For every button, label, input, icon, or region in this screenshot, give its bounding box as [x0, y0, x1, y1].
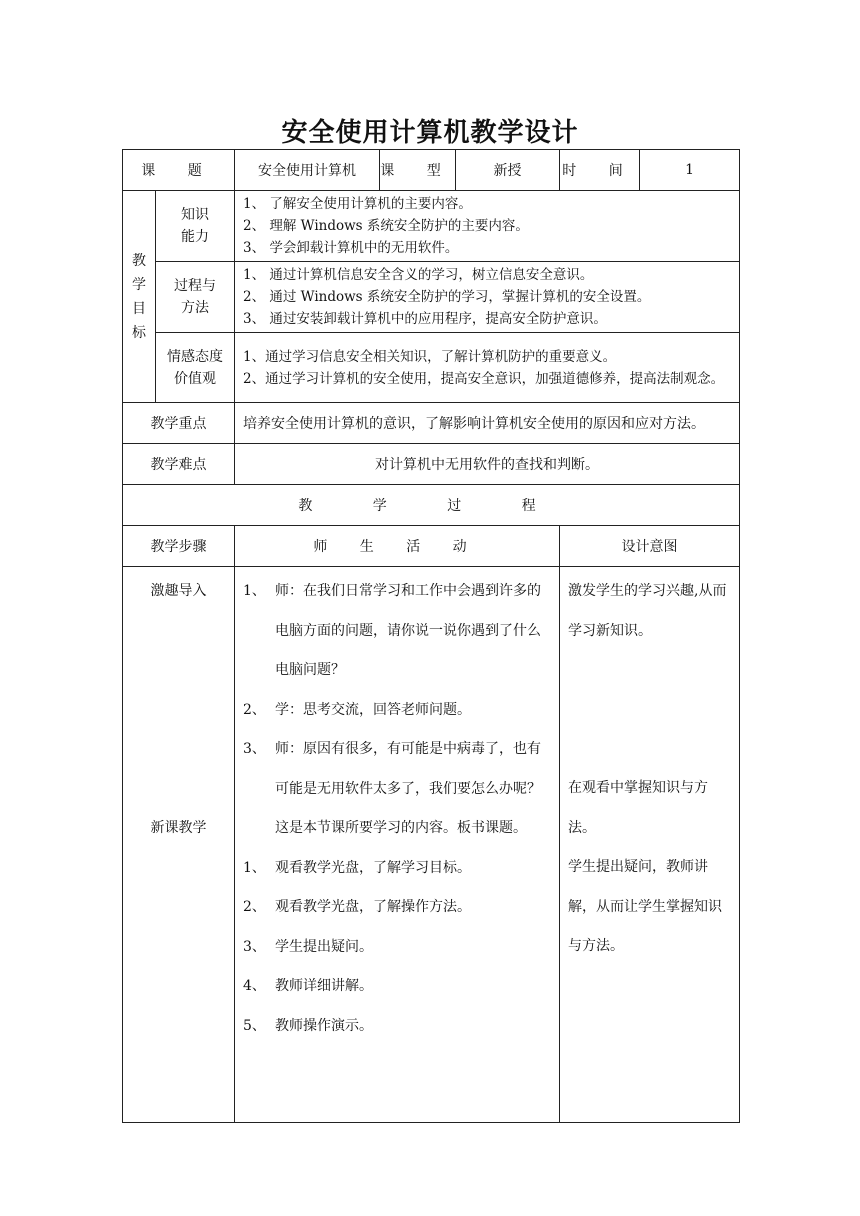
- goal-group-items: [235, 191, 740, 262]
- goals-label: 教 学 目 标: [123, 191, 156, 403]
- process-header-row: [123, 485, 740, 526]
- activities-cell: [235, 567, 560, 1123]
- goal-group-label: 知识 能力: [156, 191, 235, 262]
- topic-value: 安全使用计算机: [235, 150, 380, 191]
- goal-item: 3、 通过安装卸载计算机中的应用程序，提高安全防护意识。: [243, 311, 607, 327]
- intent-text: 在观看中掌握知识与方法。: [568, 780, 709, 836]
- goal-row-attitude: [123, 333, 740, 403]
- activity-item: 2、 学：思考交流，回答老师问题。: [243, 701, 472, 718]
- key-point-row: [123, 403, 740, 444]
- activity-item: 4、 教师详细讲解。: [243, 978, 374, 994]
- time-value: 1: [640, 150, 740, 191]
- intent-cell: [560, 567, 740, 1123]
- key-point-value: 培养安全使用计算机的意识，了解影响计算机安全使用的原因和应对方法。: [235, 403, 740, 444]
- intent-column-header: 设计意图: [560, 526, 740, 567]
- goal-row-knowledge: [123, 191, 740, 262]
- type-label: 课 型: [380, 150, 456, 191]
- activity-item: 1、 观看教学光盘，了解学习目标。: [243, 859, 472, 876]
- difficulty-value: 对计算机中无用软件的查找和判断。: [235, 444, 740, 485]
- goal-group-items: [235, 262, 740, 333]
- difficulty-label: 教学难点: [123, 444, 235, 485]
- goal-item: 1、通过学习信息安全相关知识，了解计算机防护的重要意义。: [243, 348, 617, 365]
- difficulty-row: [123, 444, 740, 485]
- header-row: [123, 150, 740, 191]
- key-point-label: 教学重点: [123, 403, 235, 444]
- step-label: 新课教学: [150, 820, 207, 836]
- goal-group-label: 过程与 方法: [156, 262, 235, 333]
- document-title: 安全使用计算机教学设计: [281, 118, 579, 148]
- activity-item: 3、 师：原因有很多，有可能是中病毒了，也有可能是无用软件太多了，我们要怎么办呢？这是本节课所要学习的内容。板书课题。: [243, 741, 542, 836]
- goal-item: 3、 学会卸载计算机中的无用软件。: [243, 240, 459, 256]
- steps-column-header: 教学步骤: [123, 526, 235, 567]
- activity-item: 1、 师：在我们日常学习和工作中会遇到许多的电脑方面的问题，请你说一说你遇到了什么电脑问题？: [243, 583, 542, 678]
- goal-item: 2、 理解 Windows 系统安全防护的主要内容。: [243, 218, 529, 234]
- goal-row-process: [123, 262, 740, 333]
- goal-item: 2、 通过 Windows 系统安全防护的学习，掌握计算机的安全设置。: [243, 289, 651, 305]
- step-label: 激趣导入: [150, 583, 207, 599]
- steps-cell: [123, 567, 235, 1123]
- topic-label: 课 题: [123, 150, 235, 191]
- lesson-plan-table: [122, 149, 740, 1123]
- activities-column-header: 师 生 活 动: [235, 526, 560, 567]
- activity-item: 2、 观看教学光盘，了解操作方法。: [243, 899, 472, 915]
- process-columns-row: [123, 526, 740, 567]
- goal-item: 2、通过学习计算机的安全使用，提高安全意识，加强道德修养，提高法制观念。: [243, 370, 725, 387]
- goal-item: 1、 通过计算机信息安全含义的学习，树立信息安全意识。: [243, 267, 594, 283]
- goal-group-items: [235, 333, 740, 403]
- goal-item: 1、 了解安全使用计算机的主要内容。: [243, 196, 472, 212]
- type-value: 新授: [456, 150, 560, 191]
- process-body-row: [123, 567, 740, 1123]
- time-label: 时 间: [560, 150, 640, 191]
- activity-item: 3、 学生提出疑问。: [243, 938, 374, 955]
- process-header: 教 学 过 程: [123, 485, 740, 526]
- activity-item: 5、 教师操作演示。: [243, 1017, 374, 1034]
- goal-group-label: 情感态度 价值观: [156, 333, 235, 403]
- intent-text: 学生提出疑问，教师讲解，从而让学生掌握知识与方法。: [568, 859, 723, 954]
- intent-text: 激发学生的学习兴趣,从而学习新知识。: [568, 583, 727, 639]
